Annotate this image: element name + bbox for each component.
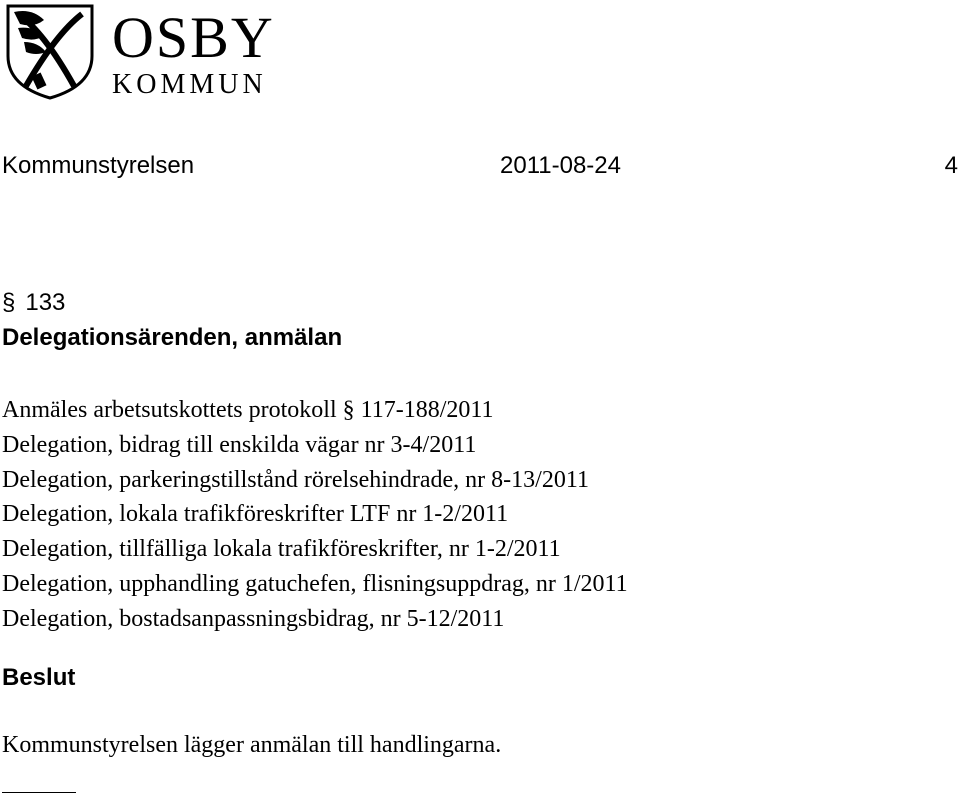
delegation-list: [2, 393, 628, 637]
decision-heading: Beslut: [2, 664, 76, 691]
list-item: Delegation, lokala trafikföreskrifter LTF nr 1-2/2011: [2, 501, 509, 528]
list-item: Delegation, tillfälliga lokala trafikföreskrifter, nr 1-2/2011: [2, 536, 561, 563]
list-item: Delegation, bidrag till enskilda vägar nr 3-4/2011: [2, 431, 477, 458]
logo-subtitle: KOMMUN: [112, 69, 267, 100]
section-title: Delegationsärenden, anmälan: [2, 324, 343, 351]
paragraph-sign: §: [2, 289, 16, 316]
list-item: Delegation, upphandling gatuchefen, flisningsuppdrag, nr 1/2011: [2, 570, 628, 597]
logo-wordmark: OSBY: [112, 5, 275, 70]
page-number: 4: [944, 152, 958, 179]
coat-of-arms-icon: [4, 2, 96, 100]
header-date: 2011-08-24: [500, 152, 621, 179]
section-number: [2, 287, 65, 319]
list-item: Delegation, bostadsanpassningsbidrag, nr 5-12/2011: [2, 605, 505, 632]
section-number-value: 133: [25, 289, 66, 316]
list-item: Anmäles arbetsutskottets protokoll § 117-188/2011: [2, 397, 494, 423]
list-item: Delegation, parkeringstillstånd rörelsehindrade, nr 8-13/2011: [2, 466, 589, 493]
paragraph-sign: §: [342, 397, 355, 423]
header-organization: Kommunstyrelsen: [2, 152, 195, 179]
footer-divider: [2, 792, 76, 793]
decision-text: Kommunstyrelsen lägger anmälan till handlingarna.: [2, 732, 502, 758]
